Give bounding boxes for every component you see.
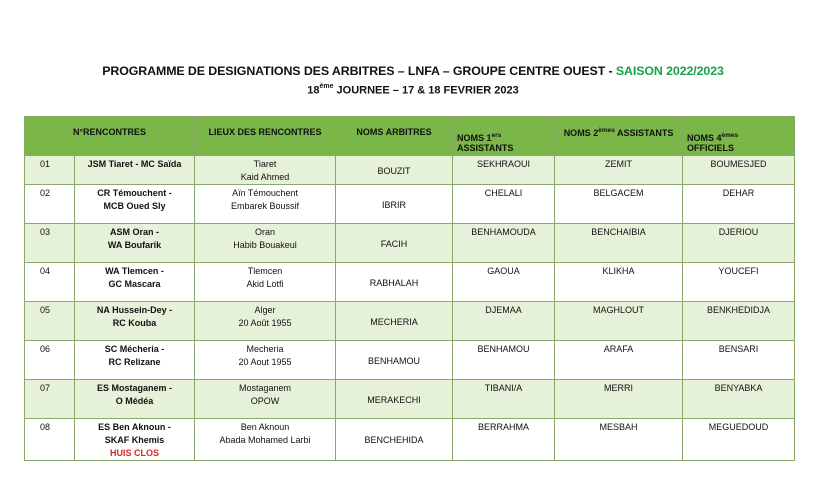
venue bbox=[195, 263, 336, 302]
referee-name: MERAKECHI bbox=[336, 380, 453, 419]
fourth-official-name: YOUCEFI bbox=[683, 263, 795, 302]
venue-city: Tiaret bbox=[253, 159, 277, 169]
huis-clos-note: HUIS CLOS bbox=[110, 448, 160, 458]
match-number: 07 bbox=[25, 380, 75, 419]
venue bbox=[195, 341, 336, 380]
referee-name: BOUZIT bbox=[336, 156, 453, 185]
round-number: 18 bbox=[307, 84, 320, 97]
venue-stadium: Embarek Boussif bbox=[231, 201, 300, 211]
designations-table bbox=[24, 116, 795, 461]
match-teams bbox=[75, 341, 195, 380]
venue-stadium: OPOW bbox=[250, 396, 280, 406]
venue bbox=[195, 380, 336, 419]
assistant-1-name: TIBANI/A bbox=[453, 380, 555, 419]
referee-name: BENCHEHIDA bbox=[336, 419, 453, 461]
title-main: PROGRAMME DE DESIGNATIONS DES ARBITRES – LNFA – GROUPE CENTRE OUEST - bbox=[102, 64, 616, 78]
team-line-1: JSM Tiaret - MC Saïda bbox=[87, 159, 182, 169]
venue-stadium: Kaid Ahmed bbox=[240, 172, 290, 182]
team-line-2: WA Boufarik bbox=[107, 240, 162, 250]
match-teams bbox=[75, 302, 195, 341]
team-line-2: O Médéa bbox=[115, 396, 154, 406]
team-line-1: SC Mécheria - bbox=[104, 344, 165, 354]
fourth-official-name: DJERIOU bbox=[683, 224, 795, 263]
referee-name: FACIH bbox=[336, 224, 453, 263]
venue-stadium: Abada Mohamed Larbi bbox=[219, 435, 311, 445]
venue-city: Oran bbox=[255, 227, 276, 237]
venue bbox=[195, 419, 336, 461]
venue-stadium: Habib Bouakeul bbox=[233, 240, 297, 250]
venue bbox=[195, 224, 336, 263]
assistant-1-name: DJEMAA bbox=[453, 302, 555, 341]
venue-stadium: 20 Aout 1955 bbox=[238, 357, 292, 367]
table-row bbox=[25, 156, 795, 185]
fourth-official-name: DEHAR bbox=[683, 185, 795, 224]
venue-stadium: Akid Lotfi bbox=[246, 279, 284, 289]
referee-name: MECHERIA bbox=[336, 302, 453, 341]
team-line-2: RC Kouba bbox=[112, 318, 157, 328]
team-line-1: ES Ben Aknoun - bbox=[98, 422, 171, 432]
match-teams bbox=[75, 263, 195, 302]
table-row bbox=[25, 341, 795, 380]
venue bbox=[195, 156, 336, 185]
season-label: SAISON 2022/2023 bbox=[615, 64, 724, 78]
table-row bbox=[25, 302, 795, 341]
assistant-2-name: BELGACEM bbox=[555, 185, 683, 224]
referee-name: IBRIR bbox=[336, 185, 453, 224]
assistant-2-name: MAGHLOUT bbox=[555, 302, 683, 341]
venue-city: Mecheria bbox=[246, 344, 284, 354]
match-teams bbox=[75, 224, 195, 263]
table-row bbox=[25, 224, 795, 263]
team-line-2: GC Mascara bbox=[108, 279, 161, 289]
assistant-1-name: GAOUA bbox=[453, 263, 555, 302]
venue-city: Aïn Témouchent bbox=[232, 188, 298, 198]
table-row bbox=[25, 380, 795, 419]
header-num: N°RENCONTRES bbox=[25, 117, 195, 156]
table-row bbox=[25, 419, 795, 461]
match-teams bbox=[75, 185, 195, 224]
fourth-official-name: BENSARI bbox=[683, 341, 795, 380]
team-line-2: MCB Oued Sly bbox=[103, 201, 166, 211]
team-line-1: ES Mostaganem - bbox=[97, 383, 173, 393]
header-officiels-4: NOMS 4èmes OFFICIELS bbox=[683, 117, 795, 156]
venue bbox=[195, 302, 336, 341]
match-number: 03 bbox=[25, 224, 75, 263]
team-line-1: ASM Oran - bbox=[110, 227, 160, 237]
table-row bbox=[25, 185, 795, 224]
team-line-1: WA Tlemcen - bbox=[105, 266, 164, 276]
venue-city: Alger bbox=[254, 305, 276, 315]
fourth-official-name: BOUMESJED bbox=[683, 156, 795, 185]
header-arbitres: NOMS ARBITRES bbox=[336, 117, 453, 156]
fourth-official-name: MEGUEDOUD bbox=[683, 419, 795, 461]
assistant-1-name: BERRAHMA bbox=[453, 419, 555, 461]
match-number: 01 bbox=[25, 156, 75, 185]
match-number: 02 bbox=[25, 185, 75, 224]
header-lieux: LIEUX DES RENCONTRES bbox=[195, 117, 336, 156]
document-title bbox=[0, 64, 826, 78]
venue-stadium: 20 Août 1955 bbox=[238, 318, 292, 328]
header-assistants-1: NOMS 1ers ASSISTANTS bbox=[453, 117, 555, 156]
referee-name: BENHAMOU bbox=[336, 341, 453, 380]
venue-city: Ben Aknoun bbox=[240, 422, 290, 432]
assistant-2-name: KLIKHA bbox=[555, 263, 683, 302]
team-line-1: CR Témouchent - bbox=[97, 188, 172, 198]
round-suffix: ème bbox=[319, 83, 334, 90]
assistant-2-name: MERRI bbox=[555, 380, 683, 419]
round-dates: JOURNEE – 17 & 18 FEVRIER 2023 bbox=[333, 84, 519, 97]
match-number: 04 bbox=[25, 263, 75, 302]
match-teams bbox=[75, 419, 195, 461]
assistant-1-name: BENHAMOU bbox=[453, 341, 555, 380]
venue bbox=[195, 185, 336, 224]
document-subtitle bbox=[0, 84, 826, 97]
assistant-1-name: SEKHRAOUI bbox=[453, 156, 555, 185]
table-row bbox=[25, 263, 795, 302]
header-assistants-2: NOMS 2èmes ASSISTANTS bbox=[555, 117, 683, 156]
assistant-2-name: ZEMIT bbox=[555, 156, 683, 185]
fourth-official-name: BENYABKA bbox=[683, 380, 795, 419]
assistant-2-name: MESBAH bbox=[555, 419, 683, 461]
table-header-row bbox=[25, 117, 795, 156]
assistant-1-name: CHELALI bbox=[453, 185, 555, 224]
fourth-official-name: BENKHEDIDJA bbox=[683, 302, 795, 341]
team-line-2: SKAF Khemis bbox=[104, 435, 165, 445]
assistant-2-name: BENCHAIBIA bbox=[555, 224, 683, 263]
match-number: 05 bbox=[25, 302, 75, 341]
venue-city: Mostaganem bbox=[239, 383, 292, 393]
match-number: 08 bbox=[25, 419, 75, 461]
team-line-2: RC Relizane bbox=[108, 357, 161, 367]
team-line-1: NA Hussein-Dey - bbox=[96, 305, 173, 315]
match-teams bbox=[75, 156, 195, 185]
match-teams bbox=[75, 380, 195, 419]
assistant-1-name: BENHAMOUDA bbox=[453, 224, 555, 263]
assistant-2-name: ARAFA bbox=[555, 341, 683, 380]
venue-city: Tlemcen bbox=[247, 266, 283, 276]
match-number: 06 bbox=[25, 341, 75, 380]
referee-name: RABHALAH bbox=[336, 263, 453, 302]
